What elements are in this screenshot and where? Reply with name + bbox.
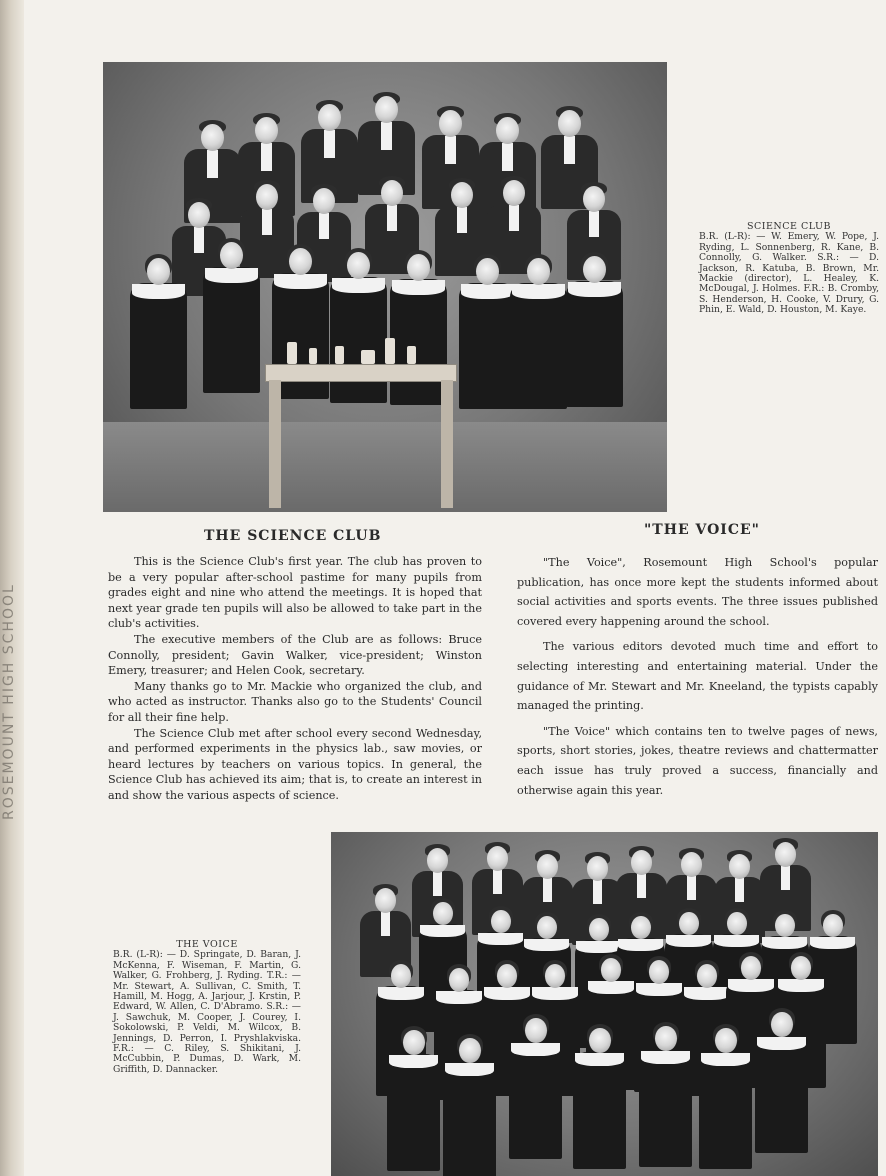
science-club-photo	[103, 62, 667, 512]
voice-caption	[113, 940, 301, 1075]
science-paragraph: The executive members of the Club are as follows: Bruce Connolly, president; Gavin Walker, vice-president; Winston Emery, treasurer; and Helen Cook, secretary.	[108, 632, 482, 678]
science-club-caption	[699, 222, 879, 316]
voice-paragraph: "The Voice" which contains ten to twelve pages of news, sports, short stories, jokes, theatre reviews and chattermatter each issue has truly proved a success, financially and otherwise again this year.	[517, 724, 878, 797]
lab-bottle	[361, 350, 375, 364]
table-leg	[269, 380, 281, 508]
voice-paragraph: The various editors devoted much time and effort to selecting interesting and entertaining material. Under the guidance of Mr. Stewart and Mr. Kneeland, the typists capably managed the printing.	[517, 640, 878, 713]
voice-staff-photo	[331, 832, 878, 1176]
voice-heading: "THE VOICE"	[644, 522, 760, 538]
science-paragraph: This is the Science Club's first year. The club has proven to be a very popular after-school pastime for many pupils from grades eight and nine who attend the meetings. It is hoped that next year grade ten pupils will also be allowed to take part in the club's activities.	[108, 555, 482, 631]
lab-bottle	[407, 346, 416, 364]
science-club-heading: THE SCIENCE CLUB	[204, 528, 382, 544]
voice-caption-text: B.R. (L-R): — D. Springate, D. Baran, J. McKenna, F. Wiseman, F. Martin, G. Walker, G. Frohberg, J. Ryding. T.R.: — Mr. Stewart, A. Sullivan, C. Smith, T. Hamill, M. Hogg, A. Jarjour, J. Krstin, P. Edward, W. Allen, C. D'Abramo. S.R.: — J. Sawchuk, M. Cooper, J. Courey, I. Sokolowski, P. Veldi, M. Wilcox, B. Jennings, D. Perron, I. Pryshlakviska. F.R.: — C. Riley, S. Shikitani, J. McCubbin, P. Dumas, D. Wark, M. Griffith, D. Dannacker.	[113, 949, 301, 1075]
photo-floor	[103, 422, 667, 512]
science-club-article	[108, 554, 482, 804]
science-paragraph: The Science Club met after school every second Wednesday, and performed experiments in the physics lab., saw movies, or heard lectures by teachers on various topics. In general, the Science Club has achieved its aim; that is, to create an interest in and show the various aspects of science.	[108, 726, 482, 802]
lab-table	[265, 364, 457, 382]
voice-caption-title: THE VOICE	[176, 939, 238, 950]
science-caption-title: SCIENCE CLUB	[746, 221, 832, 232]
lab-bottle	[385, 338, 395, 364]
page-binding	[0, 0, 24, 1176]
voice-paragraph: "The Voice", Rosemount High School's popular publication, has once more kept the students informed about social activities and sports events. The three issues published covered every happening around the school.	[517, 556, 878, 628]
spine-text: ROSEMOUNT HIGH SCHOOL	[1, 583, 17, 820]
lab-bottle	[287, 342, 297, 364]
science-paragraph: Many thanks go to Mr. Mackie who organized the club, and who acted as instructor. Thanks also go to the Students' Council for all their fine help.	[108, 679, 482, 724]
lab-bottle	[335, 346, 344, 364]
lab-bottle	[309, 348, 317, 364]
voice-article	[517, 553, 878, 806]
table-leg	[441, 380, 453, 508]
science-caption-text: B.R. (L-R): — W. Emery, W. Pope, J. Ryding, L. Sonnenberg, R. Kane, B. Connolly, G. Walker. S.R.: — D. Jackson, R. Katuba, B. Brown, Mr. Mackie (director), L. Healey, K. McDougal, J. Holmes. F.R.: B. Cromby, S. Henderson, H. Cooke, V. Drury, G. Phin, E. Wald, D. Houston, M. Kaye.	[699, 231, 879, 316]
